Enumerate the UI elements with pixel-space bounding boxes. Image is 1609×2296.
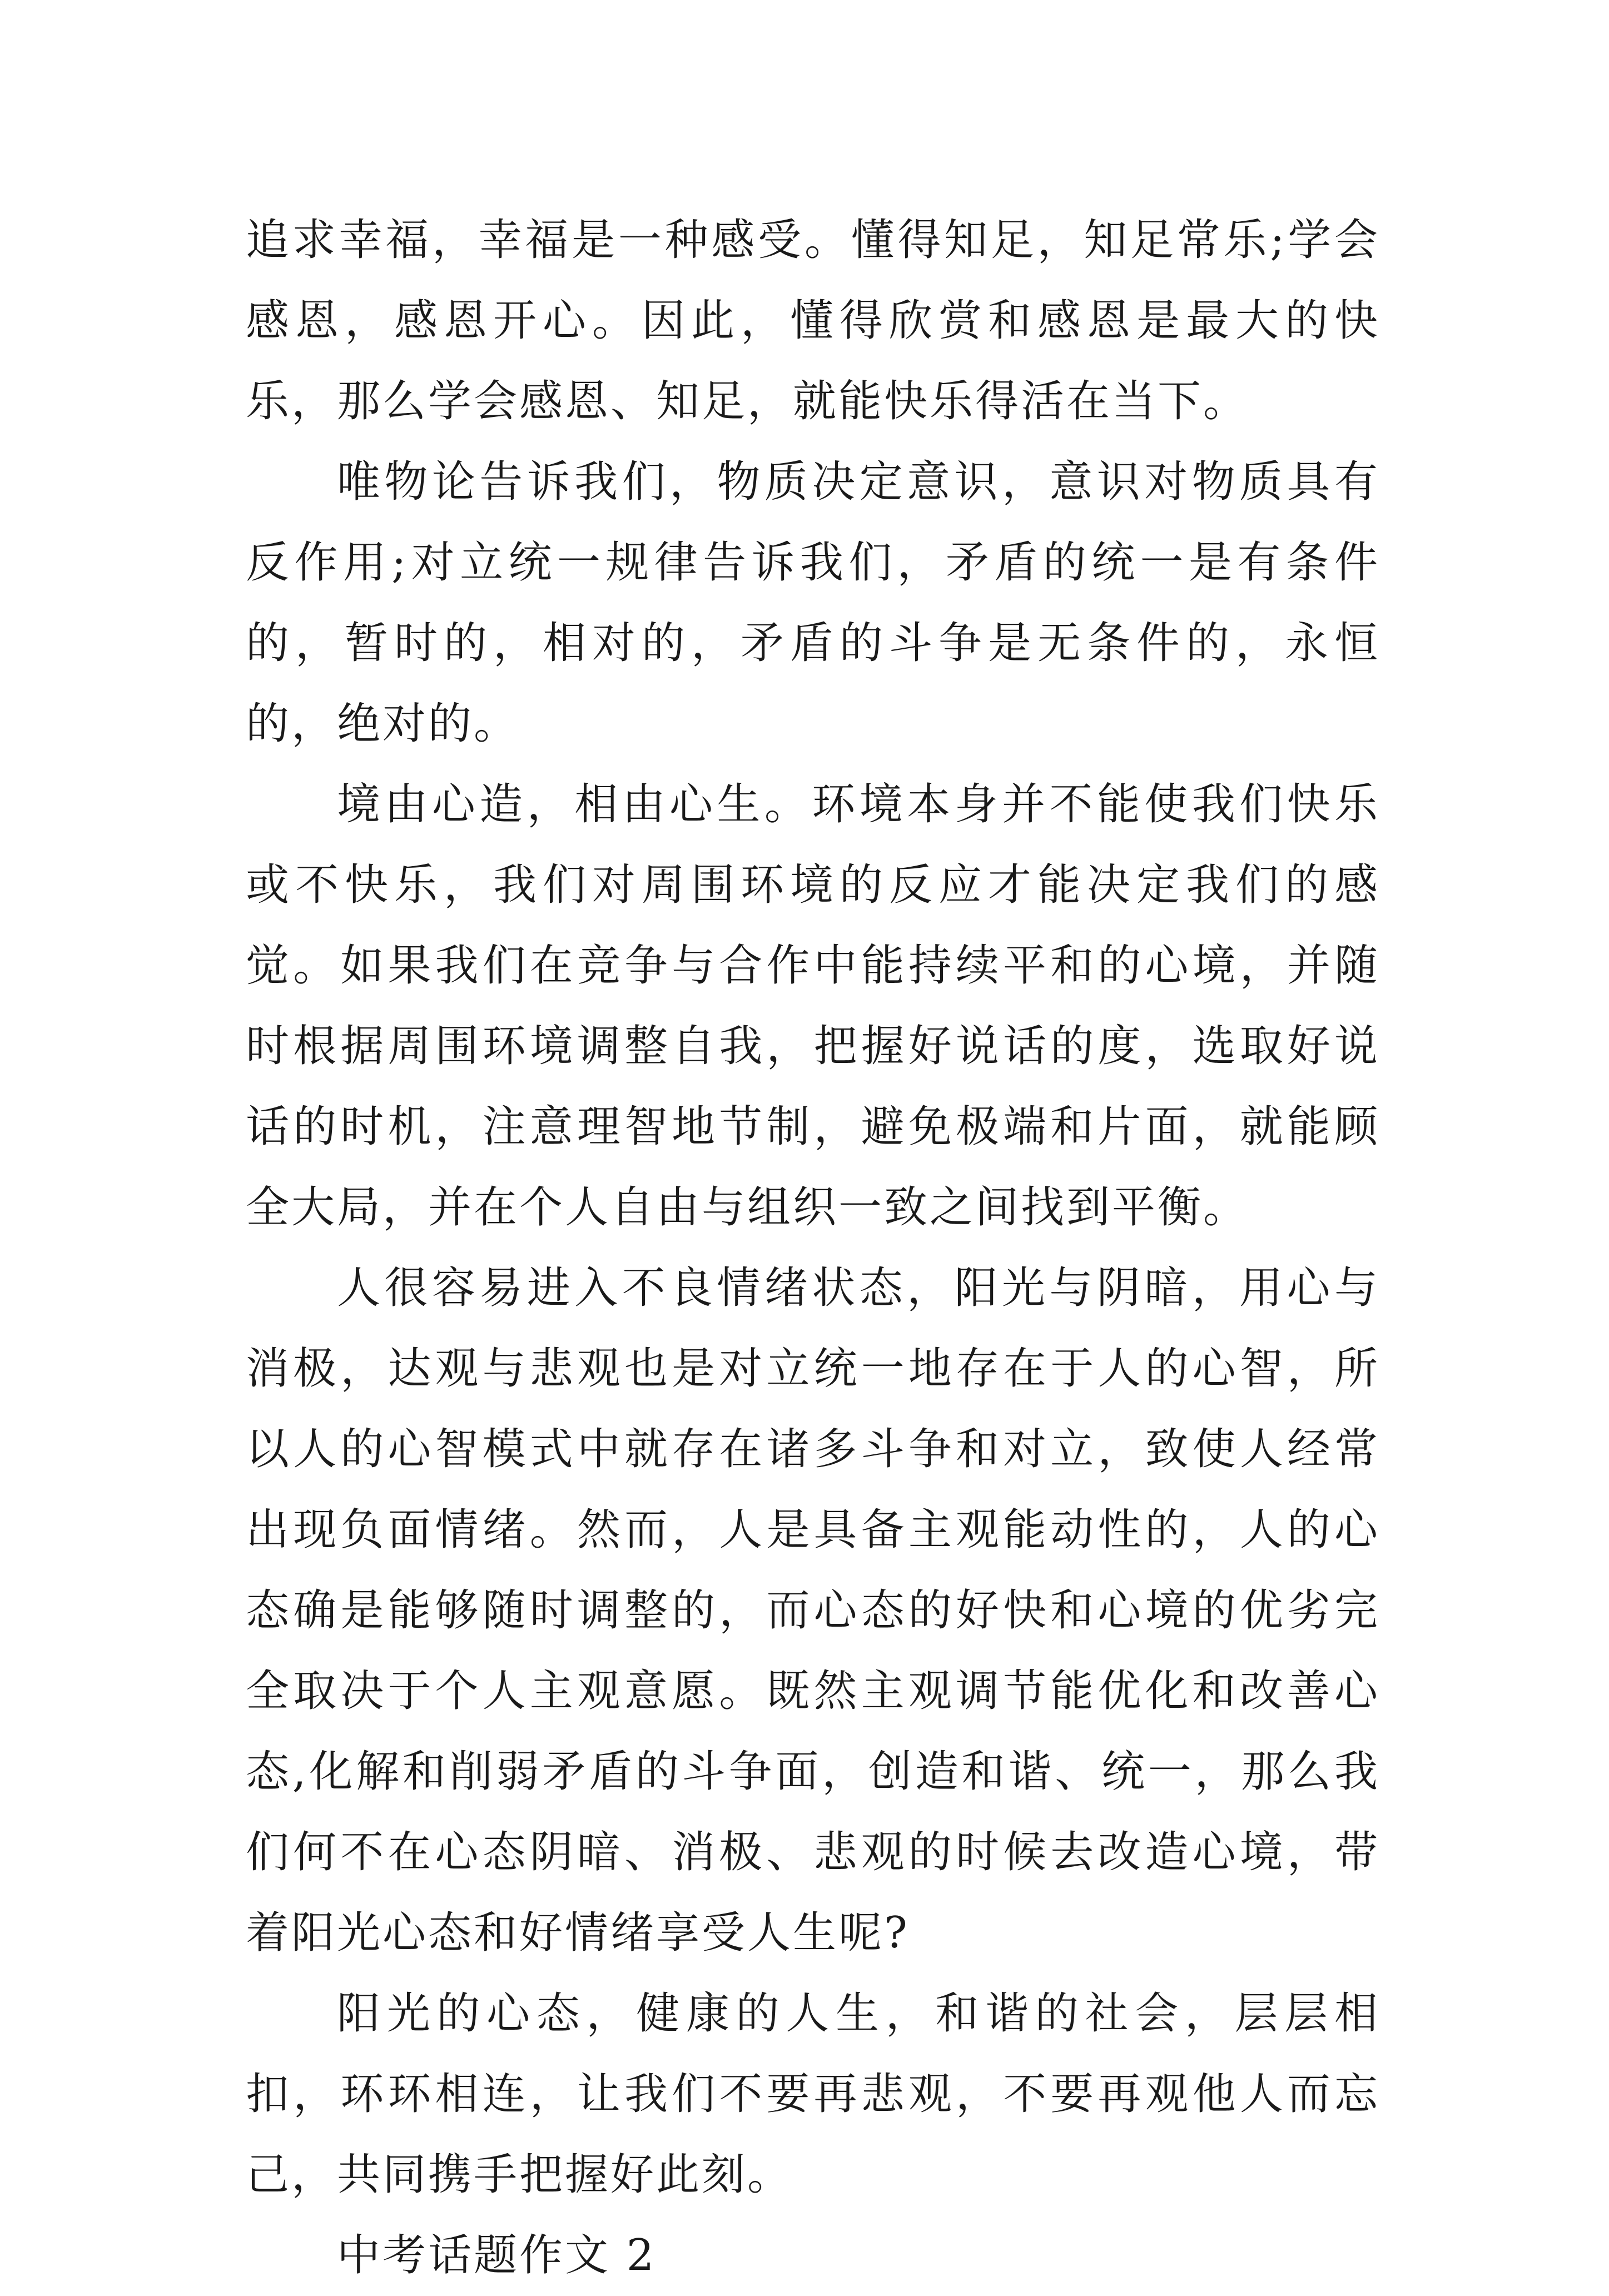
document-body bbox=[246, 200, 1380, 2296]
section-heading: 中考话题作文 2 bbox=[337, 2230, 657, 2280]
paragraph-materialism: 唯物论告诉我们，物质决定意识，意识对物质具有反作用;对立统一规律告诉我们，矛盾的统一是有条件的，暂时的，相对的，矛盾的斗争是无条件的，永恒的，绝对的。 bbox=[246, 457, 1380, 749]
paragraph-emotions: 人很容易进入不良情绪状态，阳光与阴暗，用心与消极，达观与悲观也是对立统一地存在于人的心智，所以人的心智模式中就存在诸多斗争和对立，致使人经常出现负面情绪。然而，人是具备主观能动性的，人的心态确是能够随时调整的，而心态的好快和心境的优劣完全取决于个人主观意愿。既然主观调节能优化和改善心态,化解和削弱矛盾的斗争面，创造和谐、统一，那么我们何不在心态阴暗、消极、悲观的时候去改造心境，带着阳光心态和好情绪享受人生呢? bbox=[246, 1263, 1380, 1958]
paragraph-continuation: 追求幸福，幸福是一种感受。懂得知足，知足常乐;学会感恩，感恩开心。因此，懂得欣赏和感恩是最大的快乐，那么学会感恩、知足，就能快乐得活在当下。 bbox=[246, 215, 1380, 426]
paragraph-environment: 境由心造，相由心生。环境本身并不能使我们快乐或不快乐，我们对周围环境的反应才能决定我们的感觉。如果我们在竞争与合作中能持续平和的心境，并随时根据周围环境调整自我，把握好说话的度，选取好说话的时机，注意理智地节制，避免极端和片面，就能顾全大局，并在个人自由与组织一致之间找到平衡。 bbox=[246, 779, 1380, 1233]
paragraph-conclusion: 阳光的心态，健康的人生，和谐的社会，层层相扣，环环相连，让我们不要再悲观，不要再观他人而忘己，共同携手把握好此刻。 bbox=[246, 1989, 1380, 2200]
